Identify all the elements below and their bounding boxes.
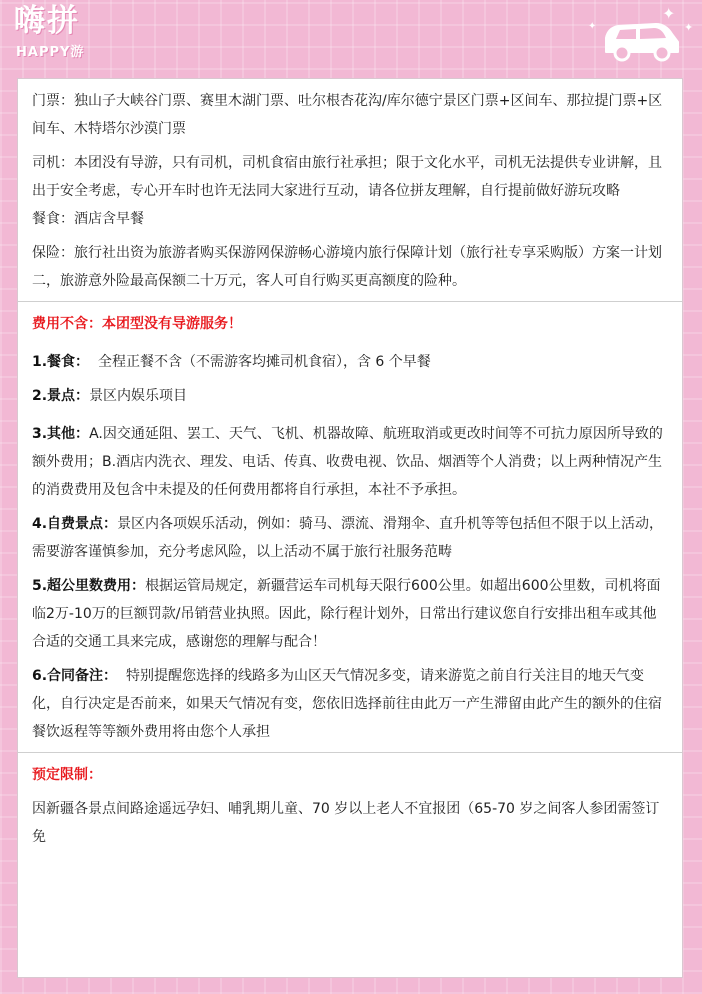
sparkle-icon: ✦ (662, 4, 676, 23)
excluded-item (32, 348, 666, 376)
excluded-item (32, 662, 666, 746)
excluded-item (32, 382, 666, 410)
brand-logo-subtitle: HAPPY游 (16, 45, 85, 60)
excluded-item-label: 4.自费景点： (32, 516, 118, 532)
included-section (18, 79, 682, 302)
brand-logo: 嗨拼 (14, 3, 80, 39)
excluded-item (32, 420, 666, 504)
meals-paragraph: 餐食：酒店含早餐 (32, 211, 144, 227)
excluded-item-label: 1.餐食： (32, 354, 90, 370)
excluded-section (18, 302, 682, 753)
excluded-item-label: 5.超公里数费用： (32, 578, 146, 594)
excluded-item-label: 2.景点： (32, 388, 90, 404)
excluded-heading: 费用不含：本团型没有导游服务！ (32, 316, 242, 332)
excluded-item-text: 根据运管局规定，新疆营运车司机每天限行600公里。如超出600公里数，司机将面临2万-10万的巨额罚款/吊销营业执照。因此，除行程计划外，日常出行建议您自行安排出租车或其他合适的交通工具来完成，感谢您的理解与配合！ (32, 578, 661, 650)
booking-section (18, 753, 682, 857)
booking-paragraph: 因新疆各景点间路途遥远孕妇、哺乳期儿童、70 岁以上老人不宜报团（65-70 岁之间客人参团需签订免 (32, 801, 660, 845)
excluded-item-text: 全程正餐不含（不需游客均摊司机食宿），含 6 个早餐 (97, 354, 431, 370)
tickets-paragraph: 门票：独山子大峡谷门票、赛里木湖门票、吐尔根杏花沟/库尔德宁景区门票+区间车、那拉提门票+区间车、木特塔尔沙漠门票 (32, 93, 663, 137)
booking-heading: 预定限制： (32, 767, 102, 783)
excluded-item-text: A.因交通延阻、罢工、天气、飞机、机器故障、航班取消或更改时间等不可抗力原因所导致的额外费用；B.酒店内洗衣、理发、电话、传真、收费电视、饮品、烟酒等个人消费；以上两种情况产生的消费费用及包含中未提及的任何费用都将自行承担，本社不予承担。 (32, 426, 663, 498)
insurance-paragraph: 保险：旅行社出资为旅游者购买保游网保游畅心游境内旅行保障计划（旅行社专享采购版）方案一计划二，旅游意外险最高保额二十万元，客人可自行购买更高额度的险种。 (32, 245, 662, 289)
excluded-item-text: 特别提醒您选择的线路多为山区天气情况多变，请来游览之前自行关注目的地天气变化，自行决定是否前来，如果天气情况有变，您依旧选择前往由此万一产生滞留由此产生的额外的住宿餐饮返程等等额外费用将由您个人承担 (32, 668, 662, 740)
sparkle-icon: ✦ (588, 21, 597, 32)
page-header (0, 0, 702, 76)
itinerary-document (17, 78, 683, 978)
driver-paragraph: 司机：本团没有导游，只有司机，司机食宿由旅行社承担；限于文化水平，司机无法提供专业讲解，且出于安全考虑，专心开车时也许无法同大家进行互动，请各位拼友理解，自行提前做好游玩攻略 (32, 155, 662, 199)
van-icon (600, 14, 682, 66)
excluded-item (32, 510, 666, 566)
excluded-item-label: 3.其他： (32, 426, 90, 442)
excluded-item-text: 景区内娱乐项目 (89, 388, 188, 404)
excluded-item-label: 6.合同备注： (32, 668, 118, 684)
excluded-item (32, 572, 666, 656)
sparkle-icon: ✦ (684, 21, 694, 34)
excluded-item-text: 景区内各项娱乐活动，例如：骑马、漂流、滑翔伞、直升机等等包括但不限于以上活动，需要游客谨慎参加，充分考虑风险，以上活动不属于旅行社服务范畴 (32, 516, 664, 560)
